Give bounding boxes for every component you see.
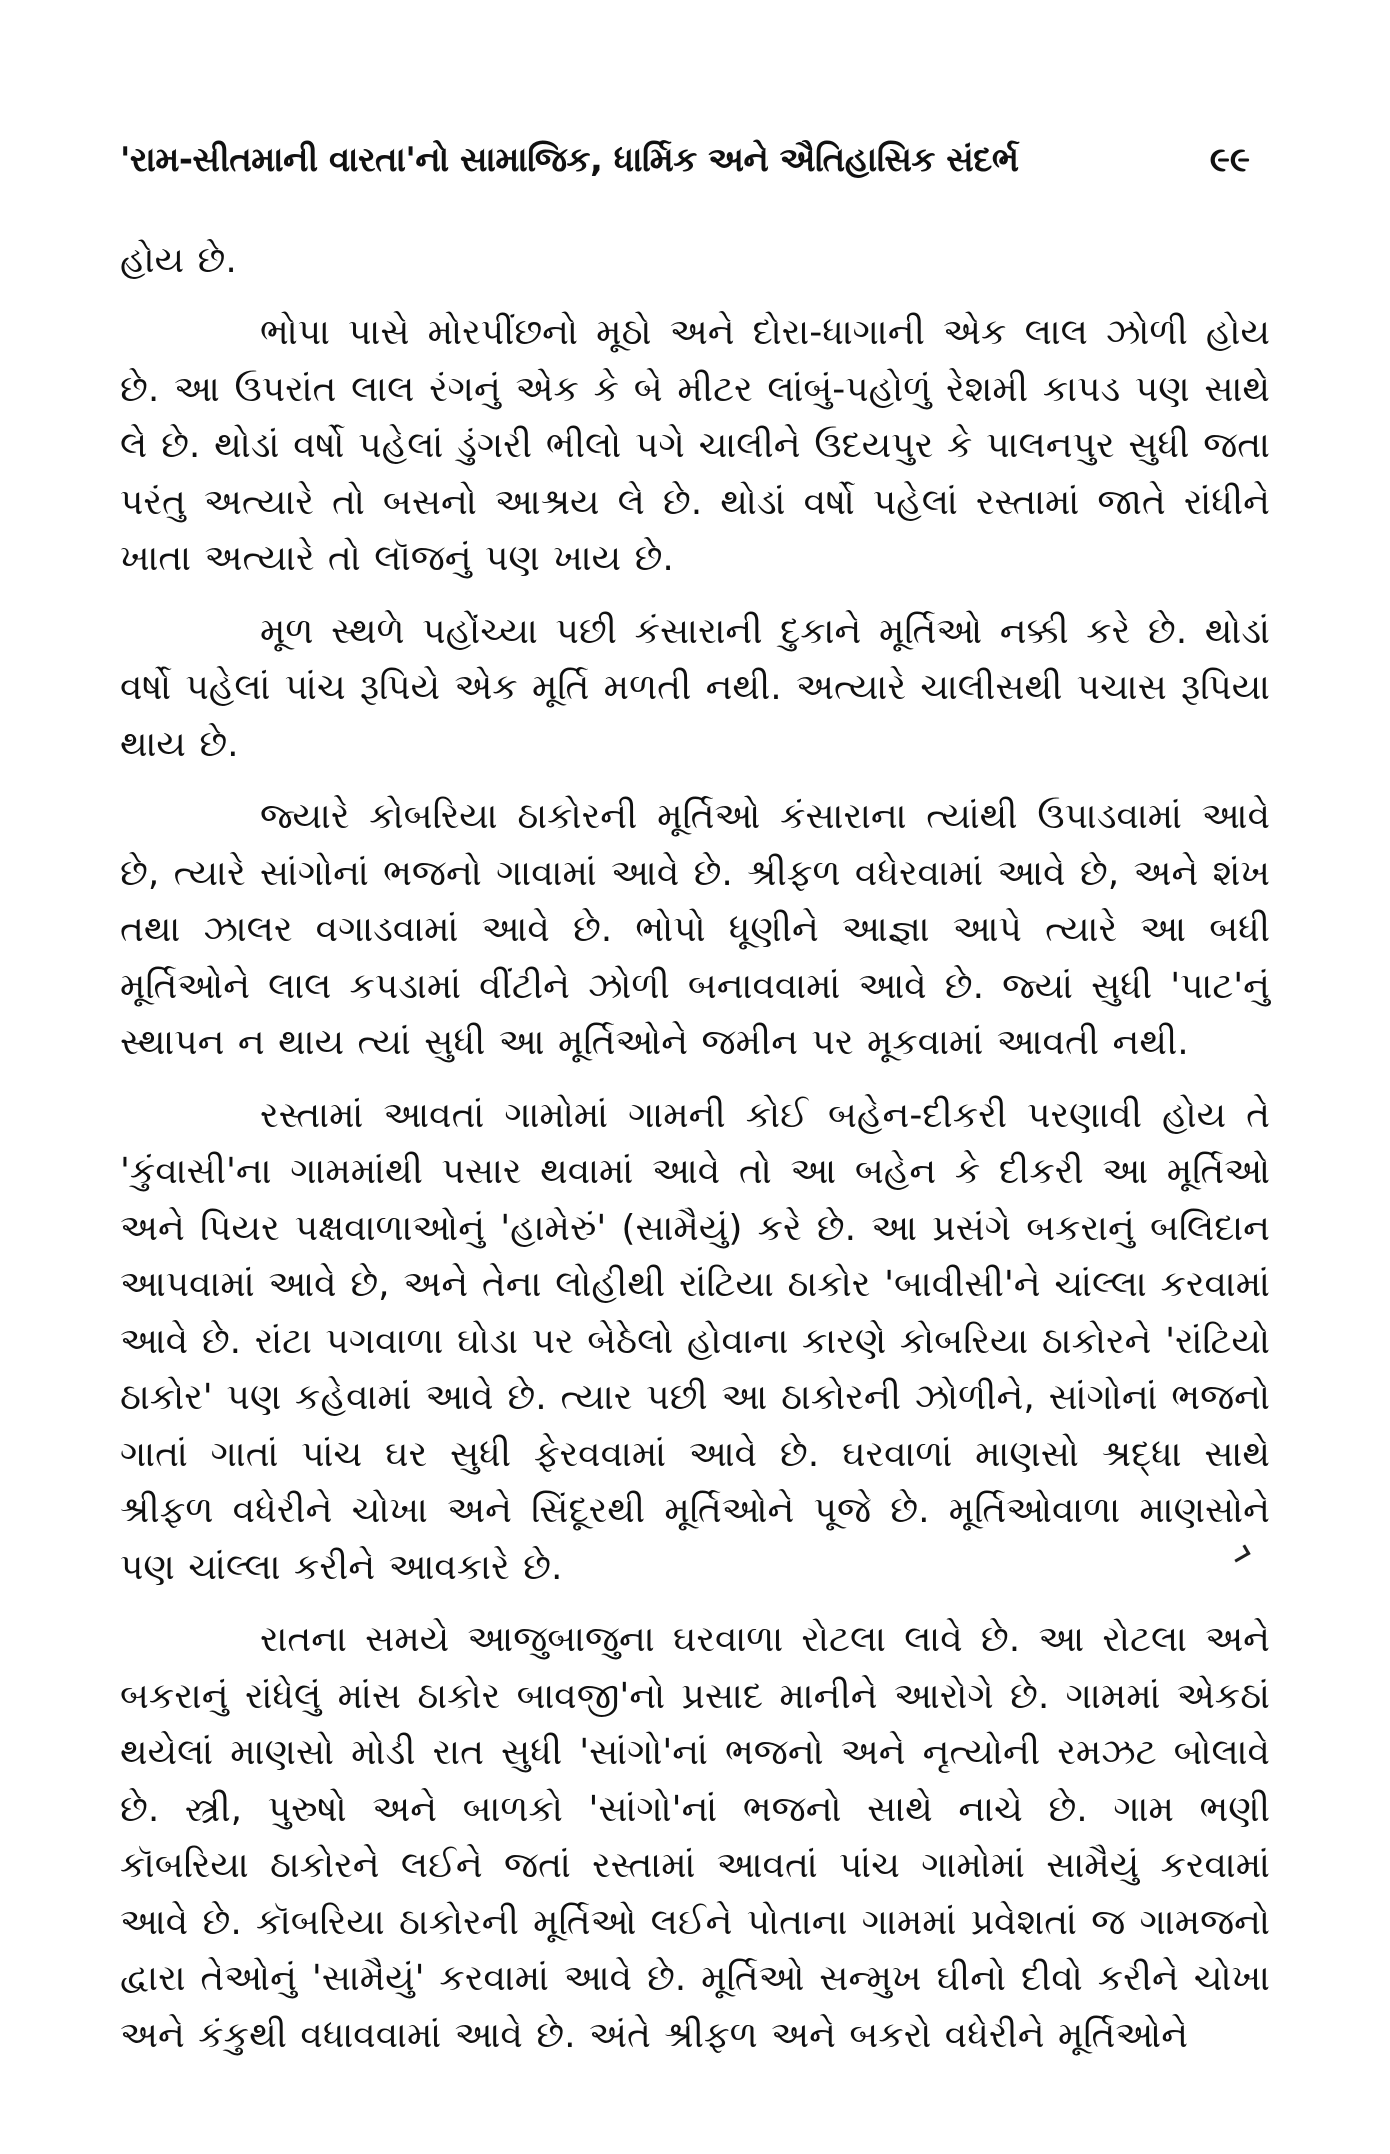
paragraph-continuation: હોય છે. [120,239,237,281]
running-header [120,140,1270,181]
paragraph-night-celebration: રાતના સમયે આજુબાજુના ઘરવાળા રોટલા લાવે છે. આ રોટલા અને બકરાનું રાંધેલું માંસ ઠાકોર બાવજી'નો પ્રસાદ માનીને આરોગે છે. ગામમાં એકઠાં થયેલાં માણસો મોડી રાત સુધી 'સાંગો'નાં ભજનો અને નૃત્યોની રમઝટ બોલાવે છે. સ્ત્રી, પુરુષો અને બાળકો 'સાંગો'નાં ભજનો સાથે નાચે છે. ગામ ભણી કૉબરિયા ઠાકોરને લઈને જતાં રસ્તામાં આવતાં પાંચ ગામોમાં સામૈયું કરવામાં આવે છે. કૉબરિયા ઠાકોરની મૂર્તિઓ લઈને પોતાના ગામમાં પ્રવેશતાં જ ગામજનો દ્વારા તેઓનું 'સામૈયું' કરવામાં આવે છે. મૂર્તિઓ સન્મુખ ઘીનો દીવો કરીને ચોખા અને કંકુથી વધાવવામાં આવે છે. અંતે શ્રીફળ અને બકરો વધેરીને મૂર્તિઓને [120,1619,1270,2056]
page-number: ૯૯ [1209,140,1250,180]
body-text [120,233,1270,2065]
paragraph-idol-purchase: મૂળ સ્થળે પહોંચ્યા પછી કંસારાની દુકાને મૂર્તિઓ નક્કી કરે છે. થોડાં વર્ષો પહેલાં પાંચ રૂપિયે એક મૂર્તિ મળતી નથી. અત્યારે ચાલીસથી પચાસ રૂપિયા થાય છે. [120,610,1270,765]
paragraph-bhopa-items: ભોપા પાસે મોરપીંછનો મૂઠો અને દોરા-ધાગાની એક લાલ ઝોળી હોય છે. આ ઉપરાંત લાલ રંગનું એક કે બે મીટર લાંબું-પહોળું રેશમી કાપડ પણ સાથે લે છે. થોડાં વર્ષો પહેલાં ડુંગરી ભીલો પગે ચાલીને ઉદયપુર કે પાલનપુર સુધી જતા પરંતુ અત્યારે તો બસનો આશ્રય લે છે. થોડાં વર્ષો પહેલાં રસ્તામાં જાતે રાંધીને ખાતા અત્યારે તો લૉજનું પણ ખાય છે. [120,312,1270,580]
paragraph-idol-pickup: જ્યારે કોબરિયા ઠાકોરની મૂર્તિઓ કંસારાના ત્યાંથી ઉપાડવામાં આવે છે, ત્યારે સાંગોનાં ભજનો ગાવામાં આવે છે. શ્રીફળ વધેરવામાં આવે છે, અને શંખ તથા ઝાલર વગાડવામાં આવે છે. ભોપો ધૂણીને આજ્ઞા આપે ત્યારે આ બધી મૂર્તિઓને લાલ કપડામાં વીંટીને ઝોળી બનાવવામાં આવે છે. જ્યાં સુધી 'પાટ'નું સ્થાપન ન થાય ત્યાં સુધી આ મૂર્તિઓને જમીન પર મૂકવામાં આવતી નથી. [120,796,1270,1064]
chapter-title: 'રામ-સીતમાની વારતા'નો સામાજિક, ધાર્મિક અને ઐતિહાસિક સંદર્ભ [120,140,1019,180]
paragraph-village-welcome: રસ્તામાં આવતાં ગામોમાં ગામની કોઈ બહેન-દીકરી પરણાવી હોય તે 'કુંવાસી'ના ગામમાંથી પસાર થવામાં આવે તો આ બહેન કે દીકરી આ મૂર્તિઓ અને પિયર પક્ષવાળાઓનું 'હામેરું' (સામૈયું) કરે છે. આ પ્રસંગે બકરાનું બલિદાન આપવામાં આવે છે, અને તેના લોહીથી રાંટિયા ઠાકોર 'બાવીસી'ને ચાંલ્લા કરવામાં આવે છે. રાંટા પગવાળા ઘોડા પર બેઠેલો હોવાના કારણે કોબરિયા ઠાકોરને 'રાંટિયો ઠાકોર' પણ કહેવામાં આવે છે. ત્યાર પછી આ ઠાકોરની ઝોળીને, સાંગોનાં ભજનો ગાતાં ગાતાં પાંચ ઘર સુધી ફેરવવામાં આવે છે. ઘરવાળાં માણસો શ્રદ્ધા સાથે શ્રીફળ વધેરીને ચોખા અને સિંદૂરથી મૂર્તિઓને પૂજે છે. મૂર્તિઓવાળા માણસોને પણ ચાંલ્લા કરીને આવકારે છે. [120,1094,1270,1588]
